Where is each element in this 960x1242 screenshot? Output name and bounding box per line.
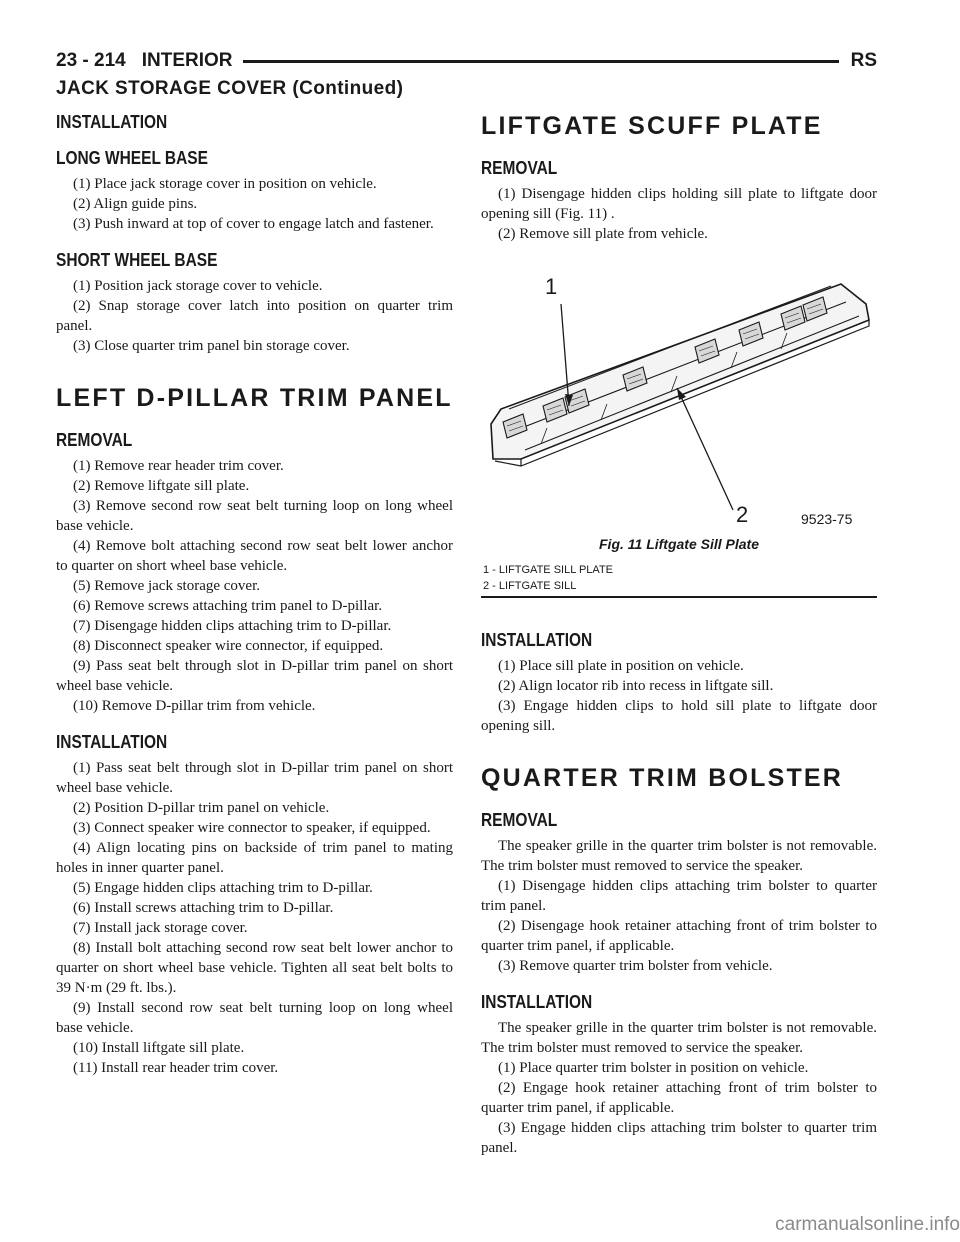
long-wheel-base-heading: LONG WHEEL BASE — [56, 148, 208, 168]
step: (2) Snap storage cover latch into position on quarter trim panel. — [56, 298, 453, 334]
step: (8) Install bolt attaching second row seat belt lower anchor to quarter on short wheel base vehicle. Tighten all seat belt bolts to 39 N·m (29 ft. lbs.). — [56, 940, 453, 996]
step: (3) Engage hidden clips attaching trim bolster to quarter trim panel. — [481, 1120, 877, 1156]
quarter-trim-bolster-heading: QUARTER TRIM BOLSTER — [481, 764, 844, 792]
right-column — [481, 110, 877, 1158]
step: (3) Remove quarter trim bolster from vehicle. — [498, 958, 773, 974]
step: (1) Disengage hidden clips attaching trim bolster to quarter trim panel. — [481, 878, 877, 914]
step: (8) Disconnect speaker wire connector, if equipped. — [73, 638, 384, 654]
paragraph: The speaker grille in the quarter trim bolster is not removable. The trim bolster must removed to service the speaker. — [481, 1020, 877, 1056]
installation-heading: INSTALLATION — [56, 112, 168, 132]
step: (3) Connect speaker wire connector to speaker, if equipped. — [73, 820, 431, 836]
watermark: carmanualsonline.info — [775, 1214, 960, 1235]
step: (7) Install jack storage cover. — [73, 920, 248, 936]
callout-2: 2 — [736, 502, 749, 527]
step: (1) Place quarter trim bolster in position on vehicle. — [498, 1060, 809, 1076]
step: (2) Remove sill plate from vehicle. — [498, 226, 708, 242]
figure-code: 9523-75 — [801, 511, 853, 527]
installation-heading: INSTALLATION — [481, 992, 593, 1012]
short-wheel-base-heading: SHORT WHEEL BASE — [56, 250, 218, 270]
step: (6) Remove screws attaching trim panel to D-pillar. — [73, 598, 383, 614]
step: (4) Align locating pins on backside of trim panel to mating holes in inner quarter panel. — [56, 840, 453, 876]
step: (5) Engage hidden clips attaching trim to D-pillar. — [73, 880, 373, 896]
step: (9) Pass seat belt through slot in D-pillar trim panel on short wheel base vehicle. — [56, 658, 453, 694]
removal-heading: REMOVAL — [481, 158, 558, 178]
scuff-plate-heading: LIFTGATE SCUFF PLATE — [481, 112, 823, 140]
continued-title: JACK STORAGE COVER (Continued) — [56, 78, 404, 99]
step: (3) Push inward at top of cover to engage latch and fastener. — [73, 216, 434, 232]
d-pillar-heading: LEFT D-PILLAR TRIM PANEL — [56, 384, 453, 412]
step: (11) Install rear header trim cover. — [73, 1060, 279, 1076]
figure-11 — [481, 254, 877, 624]
step: (10) Install liftgate sill plate. — [73, 1040, 245, 1056]
figure-legend — [483, 562, 613, 594]
figure-caption: Fig. 11 Liftgate Sill Plate — [599, 536, 759, 552]
section-code: RS — [850, 50, 877, 71]
legend-item: 2 - LIFTGATE SILL — [483, 580, 577, 592]
step: (1) Pass seat belt through slot in D-pillar trim panel on short wheel base vehicle. — [56, 760, 453, 796]
step: (10) Remove D-pillar trim from vehicle. — [73, 698, 316, 714]
step: (1) Position jack storage cover to vehicle. — [73, 278, 323, 294]
step: (2) Align guide pins. — [73, 196, 198, 212]
callout-1: 1 — [545, 274, 558, 299]
step: (5) Remove jack storage cover. — [73, 578, 261, 594]
step: (1) Disengage hidden clips holding sill plate to liftgate door opening sill (Fig. 11) . — [481, 186, 877, 222]
installation-heading: INSTALLATION — [481, 630, 593, 650]
section-title: INTERIOR — [141, 50, 233, 71]
step: (4) Remove bolt attaching second row seat belt lower anchor to quarter on short wheel base vehicle. — [56, 538, 453, 574]
header-rule — [243, 60, 839, 63]
step: (2) Disengage hook retainer attaching front of trim bolster to quarter trim panel, if applicable. — [481, 918, 877, 954]
step: (2) Engage hook retainer attaching front of trim bolster to quarter trim panel, if applicable. — [481, 1080, 877, 1116]
step: (9) Install second row seat belt turning loop on long wheel base vehicle. — [56, 1000, 453, 1036]
installation-heading: INSTALLATION — [56, 732, 168, 752]
figure-rule — [481, 596, 877, 598]
step: (2) Position D-pillar trim panel on vehicle. — [73, 800, 330, 816]
step: (1) Place jack storage cover in position on vehicle. — [73, 176, 377, 192]
step: (2) Remove liftgate sill plate. — [73, 478, 250, 494]
page-number: 23 - 214 — [56, 50, 126, 71]
step: (3) Engage hidden clips to hold sill plate to liftgate door opening sill. — [481, 698, 877, 734]
step: (1) Place sill plate in position on vehicle. — [498, 658, 744, 674]
step: (2) Align locator rib into recess in liftgate sill. — [498, 678, 774, 694]
sill-plate-illustration — [481, 254, 877, 534]
page-header — [56, 46, 877, 76]
removal-heading: REMOVAL — [56, 430, 133, 450]
left-column — [56, 110, 453, 1078]
legend-item: 1 - LIFTGATE SILL PLATE — [483, 564, 614, 576]
step: (3) Remove second row seat belt turning loop on long wheel base vehicle. — [56, 498, 453, 534]
removal-heading: REMOVAL — [481, 810, 558, 830]
step: (6) Install screws attaching trim to D-pillar. — [73, 900, 334, 916]
step: (3) Close quarter trim panel bin storage cover. — [73, 338, 350, 354]
step: (7) Disengage hidden clips attaching trim to D-pillar. — [73, 618, 392, 634]
step: (1) Remove rear header trim cover. — [73, 458, 284, 474]
paragraph: The speaker grille in the quarter trim bolster is not removable. The trim bolster must removed to service the speaker. — [481, 838, 877, 874]
